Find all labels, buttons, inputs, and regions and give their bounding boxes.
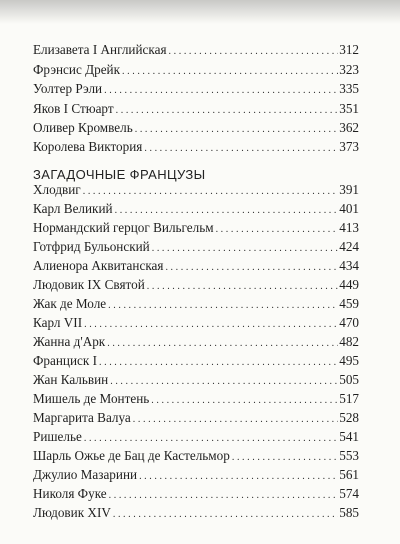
dot-leader — [147, 278, 338, 296]
toc-entry-page: 561 — [339, 467, 359, 482]
toc-entry-page: 373 — [339, 139, 359, 154]
dot-leader — [109, 487, 339, 505]
toc-entry — [33, 333, 359, 351]
toc-entry — [33, 390, 359, 408]
toc-entry-title: Готфрид Бульонский — [33, 239, 150, 254]
toc-entry — [33, 466, 359, 484]
toc-entry-page: 424 — [339, 239, 359, 254]
toc-entry — [33, 119, 359, 137]
toc-entry-page: 495 — [339, 353, 359, 368]
toc-entry — [33, 80, 359, 98]
toc-entry-page: 449 — [339, 277, 359, 292]
toc-entry-page: 528 — [339, 410, 359, 425]
toc-entry-title: Королева Виктория — [33, 139, 143, 154]
toc-entry-title: Хлодвиг — [33, 182, 81, 197]
toc-entry — [33, 238, 359, 256]
dot-leader — [144, 140, 338, 158]
dot-leader — [152, 240, 338, 258]
dot-leader — [107, 335, 338, 353]
toc-entry-title: Карл VII — [33, 315, 83, 330]
toc-entry-title: Франциск I — [33, 353, 97, 368]
dot-leader — [122, 63, 338, 81]
dot-leader — [99, 354, 338, 372]
toc-entry-title: Оливер Кромвель — [33, 120, 133, 135]
dot-leader — [133, 411, 338, 429]
dot-leader — [232, 449, 338, 467]
toc-entry — [33, 371, 359, 389]
toc-entry-title: Жанна д'Арк — [33, 334, 106, 349]
toc-entry-title: Людовик IX Святой — [33, 277, 145, 292]
toc-entry-title: Карл Великий — [33, 201, 113, 216]
toc-entry-title: Маргарита Валуа — [33, 410, 131, 425]
dot-leader — [151, 392, 338, 410]
dot-leader — [135, 121, 338, 139]
toc-entry — [33, 352, 359, 370]
toc-entry-page: 482 — [339, 334, 359, 349]
toc-entry-page: 401 — [339, 201, 359, 216]
dot-leader — [169, 43, 339, 61]
toc-entry-page: 553 — [339, 448, 359, 463]
toc-entry — [33, 428, 359, 446]
toc-entry — [33, 504, 359, 522]
dot-leader — [83, 183, 338, 201]
dot-leader — [139, 468, 338, 486]
toc-entry-title: Фрэнсис Дрейк — [33, 62, 121, 77]
toc-entry-page: 391 — [339, 182, 359, 197]
toc-entry-page: 459 — [339, 296, 359, 311]
page-top-shadow — [0, 0, 400, 24]
toc-entry-page: 574 — [339, 486, 359, 501]
toc-entry-page: 413 — [339, 220, 359, 235]
toc-entry-page: 335 — [339, 81, 359, 96]
toc-entry-title: Мишель де Монтень — [33, 391, 150, 406]
toc-entry — [33, 61, 359, 79]
toc-entry-page: 517 — [339, 391, 359, 406]
toc-entry-page: 434 — [339, 258, 359, 273]
toc-entry — [33, 314, 359, 332]
toc-entry-page: 470 — [339, 315, 359, 330]
toc-entry-title: Яков I Стюарт — [33, 101, 114, 116]
dot-leader — [110, 373, 338, 391]
toc-entry — [33, 447, 359, 465]
dot-leader — [115, 202, 339, 220]
toc-entry — [33, 219, 359, 237]
toc-entry-title: Уолтер Рэли — [33, 81, 103, 96]
toc-entry-page: 312 — [339, 42, 359, 57]
dot-leader — [116, 102, 339, 120]
toc-entry-title: Нормандский герцог Вильгельм — [33, 220, 214, 235]
dot-leader — [165, 259, 338, 277]
toc-entry-title: Ришелье — [33, 429, 82, 444]
toc-entry — [33, 485, 359, 503]
dot-leader — [104, 82, 338, 100]
toc-entry-title: Людовик XIV — [33, 505, 111, 520]
toc-entry — [33, 276, 359, 294]
toc-entry-title: Алиенора Аквитанская — [33, 258, 164, 273]
toc-entry — [33, 181, 359, 199]
toc-entry-title: Елизавета I Английская — [33, 42, 167, 57]
toc-entry-title: Николя Фуке — [33, 486, 107, 501]
toc-entry-title: Шарль Ожье де Бац де Кастельмор — [33, 448, 230, 463]
dot-leader — [216, 221, 339, 239]
dot-leader — [108, 297, 338, 315]
toc-entry — [33, 295, 359, 313]
dot-leader — [84, 430, 338, 448]
toc-entry-title: Жак де Моле — [33, 296, 107, 311]
toc-entry-page: 362 — [339, 120, 359, 135]
toc-entry-title: Жан Кальвин — [33, 372, 109, 387]
toc-entry — [33, 200, 359, 218]
toc-entry-page: 585 — [339, 505, 359, 520]
toc-entry — [33, 257, 359, 275]
toc-entry-page: 541 — [339, 429, 359, 444]
toc-entry — [33, 100, 359, 118]
toc-entry-page: 351 — [339, 101, 359, 116]
toc-entry-page: 505 — [339, 372, 359, 387]
dot-leader — [84, 316, 338, 334]
toc-entry-title: Джулио Мазарини — [33, 467, 138, 482]
dot-leader — [113, 506, 338, 524]
toc-entry — [33, 138, 359, 156]
toc-entry-page: 323 — [339, 62, 359, 77]
toc-entry — [33, 409, 359, 427]
toc-entry — [33, 41, 359, 59]
section-title: ЗАГАДОЧНЫЕ ФРАНЦУЗЫ — [33, 167, 206, 182]
